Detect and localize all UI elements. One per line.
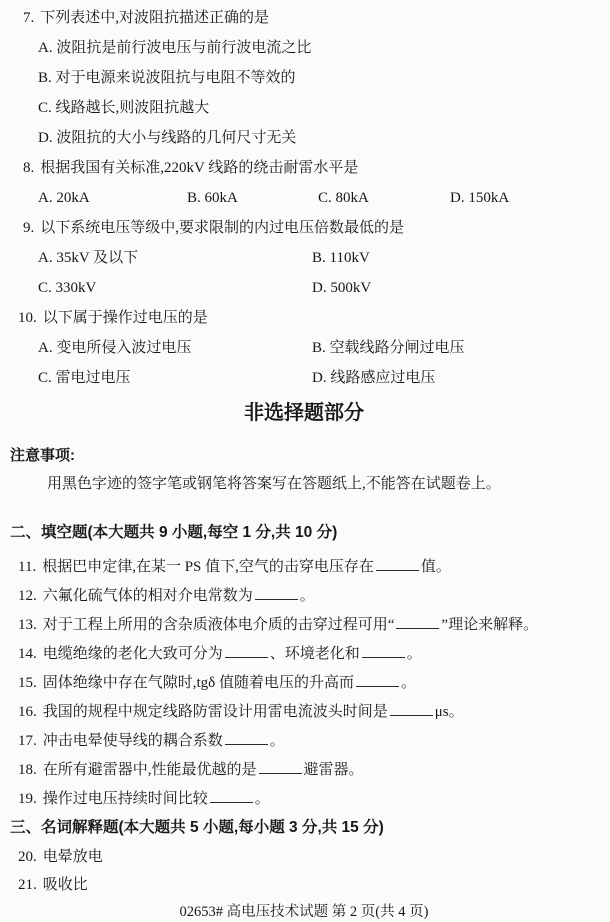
- definition-section-heading: 三、名词解释题(本大题共 5 小题,每小题 3 分,共 15 分): [10, 819, 384, 836]
- question-number: 9.: [23, 220, 35, 236]
- question-8-options: [10, 188, 598, 209]
- question-7-option-d: D. 波阻抗的大小与线路的几何尺寸无关: [38, 130, 297, 146]
- question-15: [10, 672, 598, 694]
- question-13: [10, 614, 598, 636]
- question-text: 操作过电压持续时间比较: [42, 791, 208, 807]
- question-9-option-c: C. 330kV: [38, 280, 97, 296]
- question-9-options-row-1: [10, 248, 598, 269]
- question-10-options-row-2: [10, 368, 598, 389]
- question-text: 。: [406, 646, 422, 662]
- question-11: [10, 556, 598, 578]
- question-text: 值。: [420, 559, 451, 575]
- question-9-option-a: A. 35kV 及以下: [38, 250, 139, 266]
- question-7-stem: [10, 8, 598, 29]
- question-number: 17.: [18, 733, 37, 749]
- question-text: ”理论来解释。: [441, 617, 539, 633]
- question-12: [10, 585, 598, 607]
- question-9-stem: [10, 218, 598, 239]
- section-divider-title: 非选择题部分: [244, 402, 364, 424]
- question-number: 8.: [23, 160, 35, 176]
- question-7-option-a: A. 波阻抗是前行波电压与前行波电流之比: [38, 40, 312, 56]
- question-8-option-c: C. 80kA: [318, 190, 369, 206]
- question-14: [10, 643, 598, 665]
- question-number: 15.: [18, 675, 37, 691]
- question-number: 13.: [18, 617, 37, 633]
- blank-line: [225, 643, 268, 658]
- page-footer: 02653# 高电压技术试题 第 2 页(共 4 页): [179, 904, 429, 920]
- question-18: [10, 759, 598, 781]
- question-text: 下列表述中,对波阻抗描述正确的是: [40, 10, 270, 26]
- question-number: 18.: [18, 762, 37, 778]
- blank-line: [259, 759, 302, 774]
- question-number: 16.: [18, 704, 37, 720]
- blank-line: [225, 730, 268, 745]
- question-text: 以下系统电压等级中,要求限制的内过电压倍数最低的是: [40, 220, 405, 236]
- question-text: 。: [254, 791, 270, 807]
- blank-line: [376, 556, 419, 571]
- question-7-option-b: B. 对于电源来说波阻抗与电阻不等效的: [38, 70, 296, 86]
- question-7-option-c: C. 线路越长,则波阻抗越大: [38, 100, 210, 116]
- question-text: 在所有避雷器中,性能最优越的是: [42, 762, 257, 778]
- question-text: 六氟化硫气体的相对介电常数为: [42, 588, 253, 604]
- question-10-option-a: A. 变电所侵入波过电压: [38, 340, 192, 356]
- question-17: [10, 730, 598, 752]
- question-text: 吸收比: [42, 877, 88, 893]
- question-19: [10, 788, 598, 810]
- blank-line: [362, 643, 405, 658]
- question-10-options-row-1: [10, 338, 598, 359]
- question-number: 21.: [18, 877, 37, 893]
- question-text: 、环境老化和: [269, 646, 360, 662]
- question-21: [10, 874, 598, 896]
- notice-heading: 注意事项:: [10, 447, 75, 464]
- question-number: 10.: [18, 310, 37, 326]
- question-number: 7.: [23, 10, 35, 26]
- question-number: 20.: [18, 849, 37, 865]
- question-text: 我国的规程中规定线路防雷设计用雷电流波头时间是: [42, 704, 388, 720]
- question-number: 14.: [18, 646, 37, 662]
- blank-line: [390, 701, 433, 716]
- question-9-options-row-2: [10, 278, 598, 299]
- question-text: 。: [269, 733, 285, 749]
- question-number: 12.: [18, 588, 37, 604]
- question-10-option-d: D. 线路感应过电压: [312, 370, 436, 386]
- blank-line: [210, 788, 253, 803]
- question-text: 。: [401, 675, 417, 691]
- question-16: [10, 701, 598, 723]
- blank-line: [396, 614, 439, 629]
- question-10-option-b: B. 空载线路分闸过电压: [312, 340, 465, 356]
- question-text: 电缆绝缘的老化大致可分为: [42, 646, 223, 662]
- question-text: 以下属于操作过电压的是: [42, 310, 208, 326]
- question-8-option-d: D. 150kA: [450, 190, 510, 206]
- question-text: 电晕放电: [42, 849, 103, 865]
- blank-line: [356, 672, 399, 687]
- question-text: 根据巴申定律,在某一 PS 值下,空气的击穿电压存在: [42, 559, 374, 575]
- question-text: μs。: [434, 704, 464, 720]
- question-10-option-c: C. 雷电过电压: [38, 370, 131, 386]
- question-text: 对于工程上所用的含杂质液体电介质的击穿过程可用“: [42, 617, 395, 633]
- question-number: 19.: [18, 791, 37, 807]
- question-20: [10, 846, 598, 868]
- question-8-option-b: B. 60kA: [187, 190, 238, 206]
- question-text: 避雷器。: [303, 762, 364, 778]
- question-text: 根据我国有关标准,220kV 线路的绕击耐雷水平是: [40, 160, 359, 176]
- blank-line: [255, 585, 298, 600]
- fill-section-heading: 二、填空题(本大题共 9 小题,每空 1 分,共 10 分): [10, 524, 338, 541]
- question-number: 11.: [18, 559, 37, 575]
- question-9-option-d: D. 500kV: [312, 280, 372, 296]
- question-8-option-a: A. 20kA: [38, 190, 90, 206]
- question-8-stem: [10, 158, 598, 179]
- notice-body: 用黑色字迹的签字笔或钢笔将答案写在答题纸上,不能答在试题卷上。: [47, 476, 501, 492]
- question-text: 。: [299, 588, 315, 604]
- question-9-option-b: B. 110kV: [312, 250, 370, 266]
- question-text: 固体绝缘中存在气隙时,tgδ 值随着电压的升高而: [42, 675, 354, 691]
- question-text: 冲击电晕使导线的耦合系数: [42, 733, 223, 749]
- question-10-stem: [10, 308, 598, 329]
